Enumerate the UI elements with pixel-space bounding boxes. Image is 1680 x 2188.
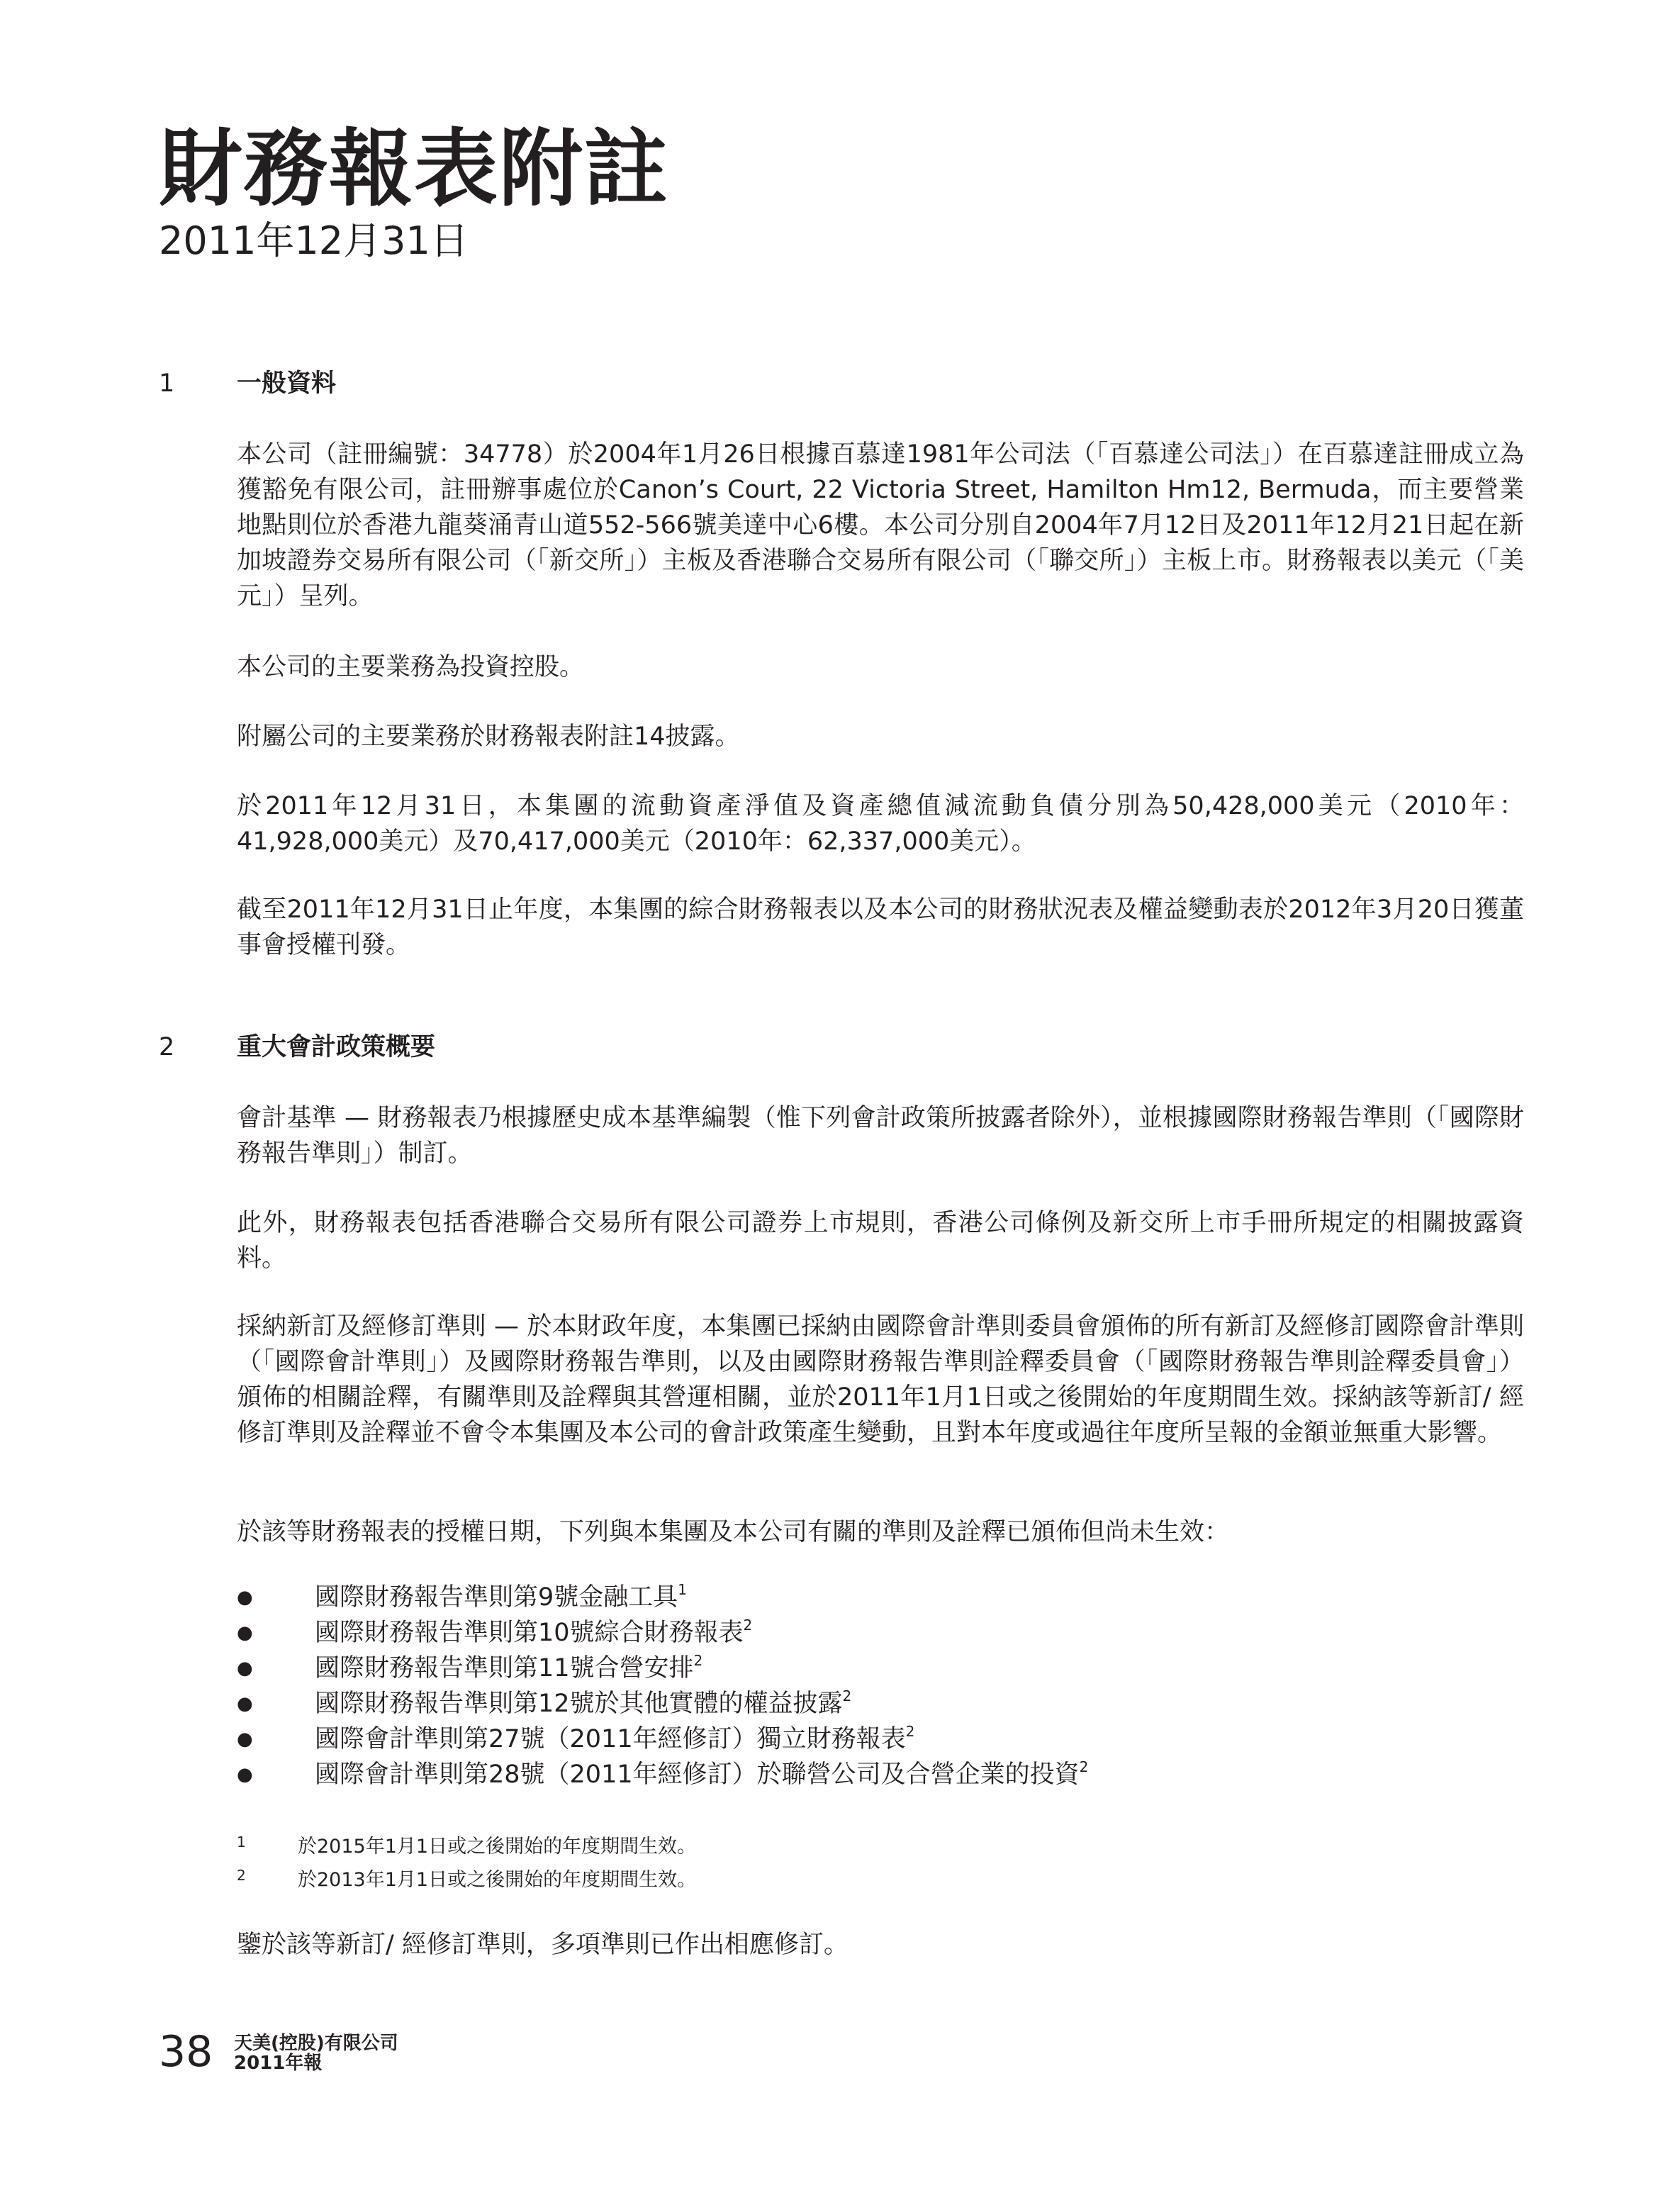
paragraph: 於2011年12月31日，本集團的流動資產淨值及資產總值減流動負債分別為50,428,000美元（2010年：41,928,000美元）及70,417,000美元（2010年：62,337,000美元）。 <box>237 792 1524 856</box>
list-item: ● 國際會計準則第27號（2011年經修訂）獨立財務報表$^2$ <box>237 1721 1088 1757</box>
list-item: ● 國際財務報告準則第12號於其他實體的權益披露$^2$ <box>237 1686 1088 1721</box>
page-number: 38 <box>159 2027 213 2077</box>
footnote <box>237 1828 696 1861</box>
paragraph: 本公司的主要業務為投資控股。 <box>237 653 585 681</box>
footnote-text: 於2015年1月1日或之後開始的年度期間生效。 <box>298 1836 697 1858</box>
company-name: 天美(控股)有限公司 <box>234 2033 398 2054</box>
bullet-icon: ● <box>237 1587 253 1608</box>
list-item: ● 國際財務報告準則第10號綜合財務報表$^2$ <box>237 1615 1088 1651</box>
closing-paragraph: 鑒於該等新訂/ 經修訂準則，多項準則已作出相應修訂。 <box>237 1931 849 1959</box>
paragraph: 會計基準 — 財務報表乃根據歷史成本基準編製（惟下列會計政策所披露者除外），並根據國際財務報告準則（「國際財務報告準則」）制訂。 <box>237 1104 1524 1168</box>
section-title: 重大會計政策概要 <box>237 1033 436 1061</box>
paragraph: 採納新訂及經修訂準則 — 於本財政年度，本集團已採納由國際會計準則委員會頒佈的所有新訂及經修訂國際會計準則（「國際會計準則」）及國際財務報告準則，以及由國際財務報告準則詮釋委員會（「國際財務報告準則詮釋委員會」）頒佈的相關詮釋，有關準則及詮釋與其營運相關，並於2011年1月1日或之後開始的年度期間生效。採納該等新訂/ 經修訂準則及詮釋並不會令本集團及本公司的會計政策產生變動，且對本年度或過往年度所呈報的金額並無重大影響。 <box>237 1312 1524 1447</box>
paragraph: 附屬公司的主要業務於財務報表附註14披露。 <box>237 722 740 751</box>
page-title: 財務報表附註 <box>159 120 670 218</box>
bullet-icon: ● <box>237 1622 253 1643</box>
footnote-ref: 1 <box>678 1581 688 1598</box>
list-item: ● 國際財務報告準則第9號金融工具$^1$ <box>237 1580 1088 1615</box>
footnotes <box>237 1828 696 1894</box>
footnote-text: 於2013年1月1日或之後開始的年度期間生效。 <box>298 1869 697 1891</box>
footnote-ref: 2 <box>905 1723 915 1740</box>
footnote-mark: 1 <box>237 1833 246 1851</box>
paragraph: 截至2011年12月31日止年度，本集團的綜合財務報表以及本公司的財務狀況表及權益變動表於2012年3月20日獲董事會授權刊發。 <box>237 895 1524 959</box>
paragraph: 此外，財務報表包括香港聯合交易所有限公司證券上市規則，香港公司條例及新交所上市手冊所規定的相關披露資料。 <box>237 1209 1524 1273</box>
list-item: ● 國際財務報告準則第11號合營安排$^2$ <box>237 1651 1088 1686</box>
footnote-ref: 2 <box>1079 1758 1089 1775</box>
bullet-icon: ● <box>237 1658 253 1679</box>
report-title: 2011年報 <box>234 2053 323 2074</box>
section-1-heading <box>159 366 336 401</box>
section-2-heading <box>159 1029 435 1065</box>
bullet-icon: ● <box>237 1729 253 1750</box>
paragraph: 本公司（註冊編號：34778）於2004年1月26日根據百慕達1981年公司法（「百慕達公司法」）在百慕達註冊成立為獲豁免有限公司，註冊辦事處位於Canon’s Court, 22 Victoria Street, Hamilton Hm12, Bermuda，而主要營業地點則位於香港九龍葵涌青山道552-566號美達中心6樓。本公司分別自2004年7月12日及2011年12月21日起在新加坡證券交易所有限公司（「新交所」）主板及香港聯合交易所有限公司（「聯交所」）主板上市。財務報表以美元（「美元」）呈列。 <box>237 440 1524 610</box>
page-date: 2011年12月31日 <box>159 218 469 263</box>
section-title: 一般資料 <box>237 369 337 398</box>
section-number: 1 <box>159 369 175 398</box>
standards-list <box>237 1580 1088 1792</box>
footnote-ref: 2 <box>842 1687 852 1704</box>
footnote-ref: 2 <box>693 1652 703 1669</box>
footnote-mark: 2 <box>237 1867 246 1884</box>
list-item: ● 國際會計準則第28號（2011年經修訂）於聯營公司及合營企業的投資$^2$ <box>237 1757 1088 1792</box>
footnote <box>237 1861 696 1894</box>
section-number: 2 <box>159 1033 175 1061</box>
footnote-ref: 2 <box>743 1617 753 1634</box>
bullet-icon: ● <box>237 1693 253 1714</box>
bullet-icon: ● <box>237 1764 253 1785</box>
paragraph: 於該等財務報表的授權日期，下列與本集團及本公司有關的準則及詮釋已頒佈但尚未生效： <box>237 1518 1230 1546</box>
